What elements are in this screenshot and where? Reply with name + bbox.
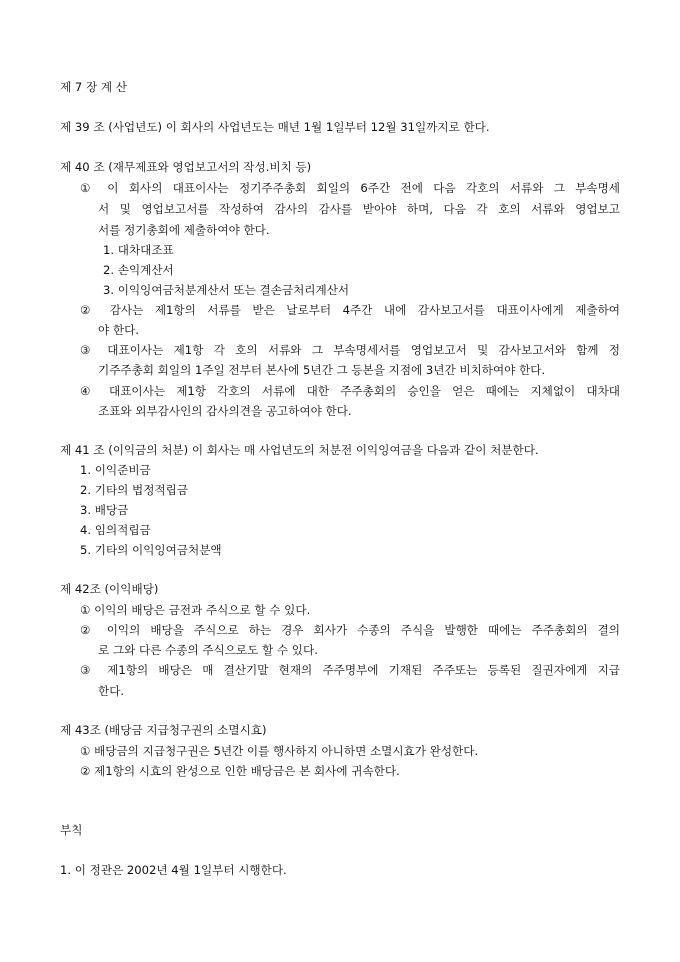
article-40-para-3-line-1: ③ 대표이사는 제1항 각 호의 서류와 그 부속명세서를 영업보고서 및 감사보고서와 함께 정: [80, 343, 620, 357]
article-42-para-1: ① 이익의 배당은 금전과 주식으로 할 수 있다.: [80, 603, 311, 617]
article-41-item-3: 3. 배당금: [80, 503, 129, 517]
addenda-title: 부칙: [60, 823, 83, 837]
addenda-item-1: 1. 이 정관은 2002년 4월 1일부터 시행한다.: [60, 863, 287, 877]
chapter-title: 제 7 장 계 산: [60, 80, 127, 94]
article-40-item-3: 3. 이익잉여금처분계산서 또는 결손금처리계산서: [103, 283, 350, 297]
article-43-heading: 제 43조 (배당금 지급청구권의 소멸시효): [60, 723, 267, 737]
article-41-item-1: 1. 이익준비금: [80, 463, 151, 477]
article-40-para-3-line-2: 기주주총회 회일의 1주일 전부터 본사에 5년간 그 등본을 지점에 3년간 비치하여야 한다.: [98, 363, 546, 377]
article-40-para-1-line-1: ① 이 회사의 대표이사는 정기주주총회 회일의 6주간 전에 다음 각호의 서류와 그 부속명세: [80, 181, 620, 195]
article-42-para-3-line-1: ③ 제1항의 배당은 매 결산기말 현재의 주주명부에 기재된 주주또는 등록된 질권자에게 지급: [80, 663, 620, 677]
article-40-para-1-line-3: 서를 정기총회에 제출하여야 한다.: [98, 223, 270, 237]
article-40-heading: 제 40 조 (재무제표와 영업보고서의 작성.비치 등): [60, 160, 312, 174]
article-40-para-4-line-1: ④ 대표이사는 제1항 각호의 서류에 대한 주주총회의 승인을 얻은 때에는 지체없이 대차대: [80, 384, 620, 398]
article-40-para-1-line-2: 서 및 영업보고서를 작성하여 감사의 감사를 받아야 하며, 다음 각 호의 서류와 영업보고: [98, 202, 620, 216]
article-41-item-4: 4. 임의적립금: [80, 523, 151, 537]
article-40-item-1: 1. 대차대조표: [103, 243, 174, 257]
article-39: 제 39 조 (사업년도) 이 회사의 사업년도는 매년 1월 1일부터 12월 31일까지로 한다.: [60, 120, 490, 134]
article-40-para-2-line-1: ② 감사는 제1항의 서류를 받은 날로부터 4주간 내에 감사보고서를 대표이사에게 제출하여: [80, 303, 620, 317]
article-40-item-2: 2. 손익계산서: [103, 263, 174, 277]
article-40-para-2-line-2: 야 한다.: [98, 323, 139, 337]
article-42-heading: 제 42조 (이익배당): [60, 582, 159, 596]
article-41-item-2: 2. 기타의 법정적립금: [80, 483, 189, 497]
article-43-para-1: ① 배당금의 지급청구권은 5년간 이를 행사하지 아니하면 소멸시효가 완성한다.: [80, 744, 479, 758]
article-41-heading: 제 41 조 (이익금의 처분) 이 회사는 매 사업년도의 처분전 이익잉여금을 다음과 같이 처분한다.: [60, 443, 539, 457]
article-42-para-2-line-1: ② 이익의 배당을 주식으로 하는 경우 회사가 수종의 주식을 발행한 때에는 주주총회의 결의: [80, 623, 620, 637]
article-42-para-2-line-2: 로 그와 다른 수종의 주식으로도 할 수 있다.: [98, 643, 318, 657]
article-42-para-3-line-2: 한다.: [98, 684, 125, 698]
article-41-item-5: 5. 기타의 이익잉여금처분액: [80, 543, 222, 557]
article-40-para-4-line-2: 조표와 외부감사인의 감사의견을 공고하여야 한다.: [98, 404, 352, 418]
article-43-para-2: ② 제1항의 시효의 완성으로 인한 배당금은 본 회사에 귀속한다.: [80, 764, 400, 778]
